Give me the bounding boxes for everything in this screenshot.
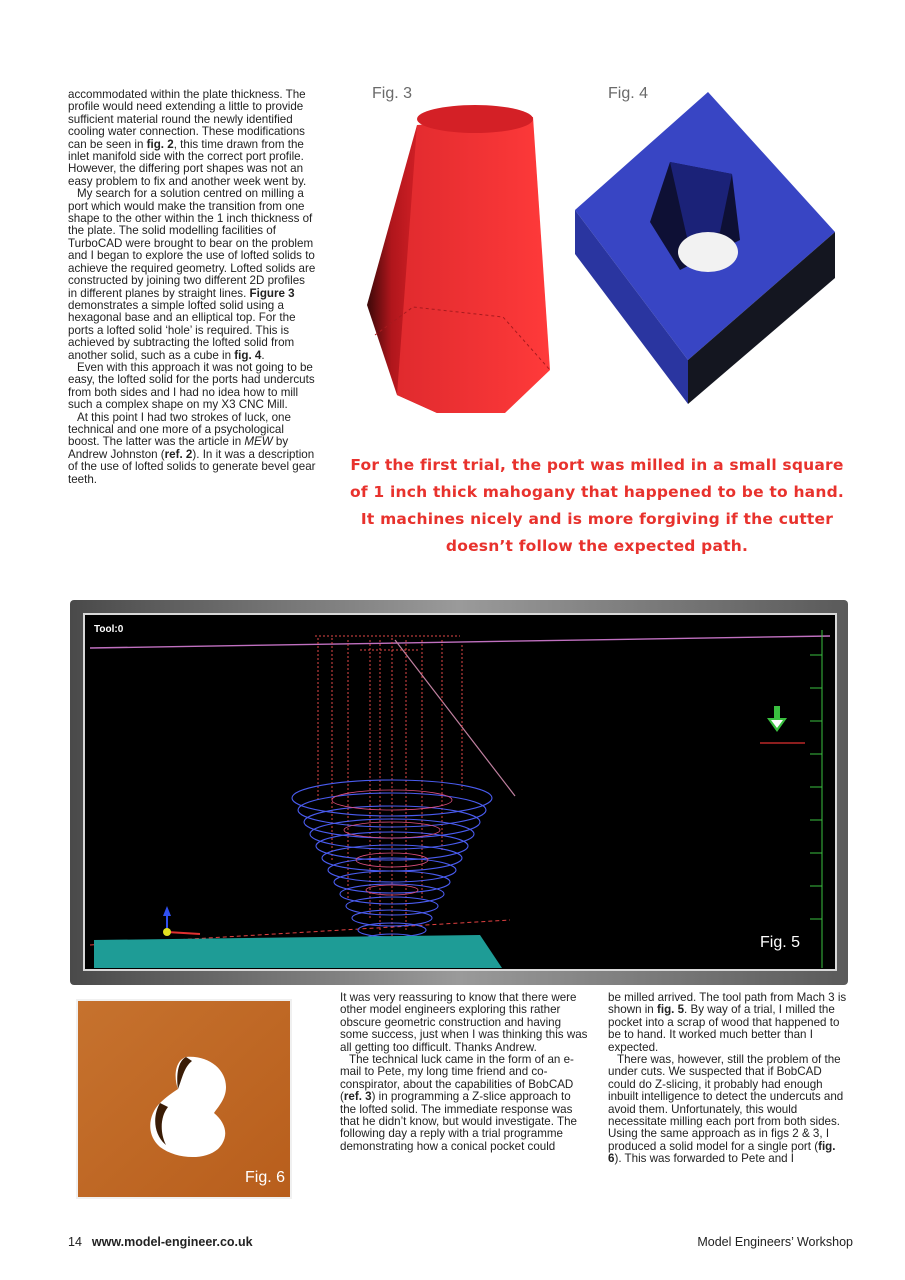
- figure-reference: fig. 4: [234, 348, 262, 362]
- fig6-port-model-image: [68, 995, 298, 1205]
- tool-readout: Tool:0: [94, 624, 124, 635]
- reference-link: ref. 3: [343, 1090, 372, 1104]
- workpiece-surface: [94, 935, 502, 968]
- lofted-front-face: [397, 117, 550, 413]
- fig3-label: Fig. 3: [372, 85, 413, 102]
- fig5-toolpath-canvas: [70, 600, 848, 985]
- paragraph: be milled arrived. The tool path from Mach 3 is shown in fig. 5. By way of a trial, I milled the pocket into a scrap of wood that happened to be to hand. It worked much better than I expected.: [608, 991, 847, 1054]
- website-link[interactable]: www.model-engineer.co.uk: [91, 1235, 253, 1249]
- page-footer-left: [68, 1235, 253, 1249]
- fig4-cube-with-hole-image: [570, 92, 840, 407]
- paragraph: At this point I had two strokes of luck, one technical and one more of a psychological boost. The latter was the article in MEW by Andrew Johnston (ref. 2). In it was a description of the use of lofted solids to generate bevel gear teeth.: [68, 410, 316, 486]
- body-column-top-left: [68, 89, 316, 486]
- paragraph: It was very reassuring to know that there were other model engineers exploring this rather obscure geometric construction and having some success, just when I was thinking this was all getting too difficult. Thanks Andrew.: [340, 991, 588, 1054]
- magazine-title: Model Engineers’ Workshop: [697, 1235, 853, 1249]
- paragraph: There was, however, still the problem of the under cuts. We suspected that if BobCAD could do Z-slicing, it probably had enough inbuilt intelligence to detect the undercuts and avoid them. Unfortunately, this would necessitate milling each port from both sides. Using the same approach as in figs 2 & 3, I produced a solid model for a single port (fig. 6). This was forwarded to Pete and I: [608, 1053, 844, 1166]
- fig3-lofted-solid-image: [355, 95, 565, 425]
- paragraph: The technical luck came in the form of an e-mail to Pete, my long time friend and co-conspirator, about the capabilities of BobCAD (ref. 3) in programming a Z-slice approach to the lofted solid. The immediate response was that he didn’t know, but would investigate. The following day a reply with a trial programme demonstrating how a conical pocket could: [340, 1053, 577, 1153]
- hole-exit-light: [678, 232, 738, 272]
- figure-reference: Figure 3: [249, 286, 295, 300]
- fig4-label: Fig. 4: [608, 85, 649, 102]
- figure-reference: fig. 5: [656, 1003, 685, 1017]
- fig5-toolpath-screenshot: [70, 600, 848, 985]
- lofted-elliptical-top: [417, 105, 533, 133]
- page-number: 14: [68, 1235, 82, 1249]
- figure-caption: For the first trial, the port was milled in a small square of 1 inch thick mahogany that happened to be to hand. It machines nicely and is more forgiving if the cutter doesn’t follow the expected path.: [350, 456, 844, 555]
- fig6-label: Fig. 6: [245, 1169, 286, 1186]
- paragraph: Even with this approach it was not going to be easy, the lofted solid for the ports had undercuts from both sides and I had no idea how to mill such a complex shape on my X3 CNC Mill.: [68, 360, 315, 412]
- toolpath-viewport: [84, 614, 836, 970]
- body-column-bottom-middle: [340, 992, 588, 1153]
- figure-reference: fig. 2: [146, 137, 174, 151]
- reference-link: ref. 2: [164, 447, 193, 461]
- paragraph: accommodated within the plate thickness. The profile would need extending a little to provide sufficient material round the newly identified cooling water connection. These modifications can be seen in fig. 2, this time drawn from the inlet manifold side with the correct port profile. However, the differing port shapes was not an easy problem to fix and another week went by.: [68, 88, 307, 188]
- body-column-bottom-right: [608, 992, 852, 1166]
- figure-reference: fig. 6: [608, 1139, 836, 1166]
- paragraph: My search for a solution centred on milling a port which would make the transition from one shape to the other within the 1 inch thickness of the plate. The solid modelling facilities of TurboCAD were brought to bear on the problem and I began to explore the use of lofted solids to achieve the required geometry. Lofted solids are constructed by joining two different 2D profiles in different planes by straight lines. Figure 3 demonstrates a simple lofted solid using a hexagonal base and an elliptical top. For the ports a lofted solid ‘hole’ is required. This is achieved by subtracting the lofted solid from another solid, such as a cube in fig. 4.: [68, 187, 316, 362]
- fig5-label: Fig. 5: [760, 934, 801, 951]
